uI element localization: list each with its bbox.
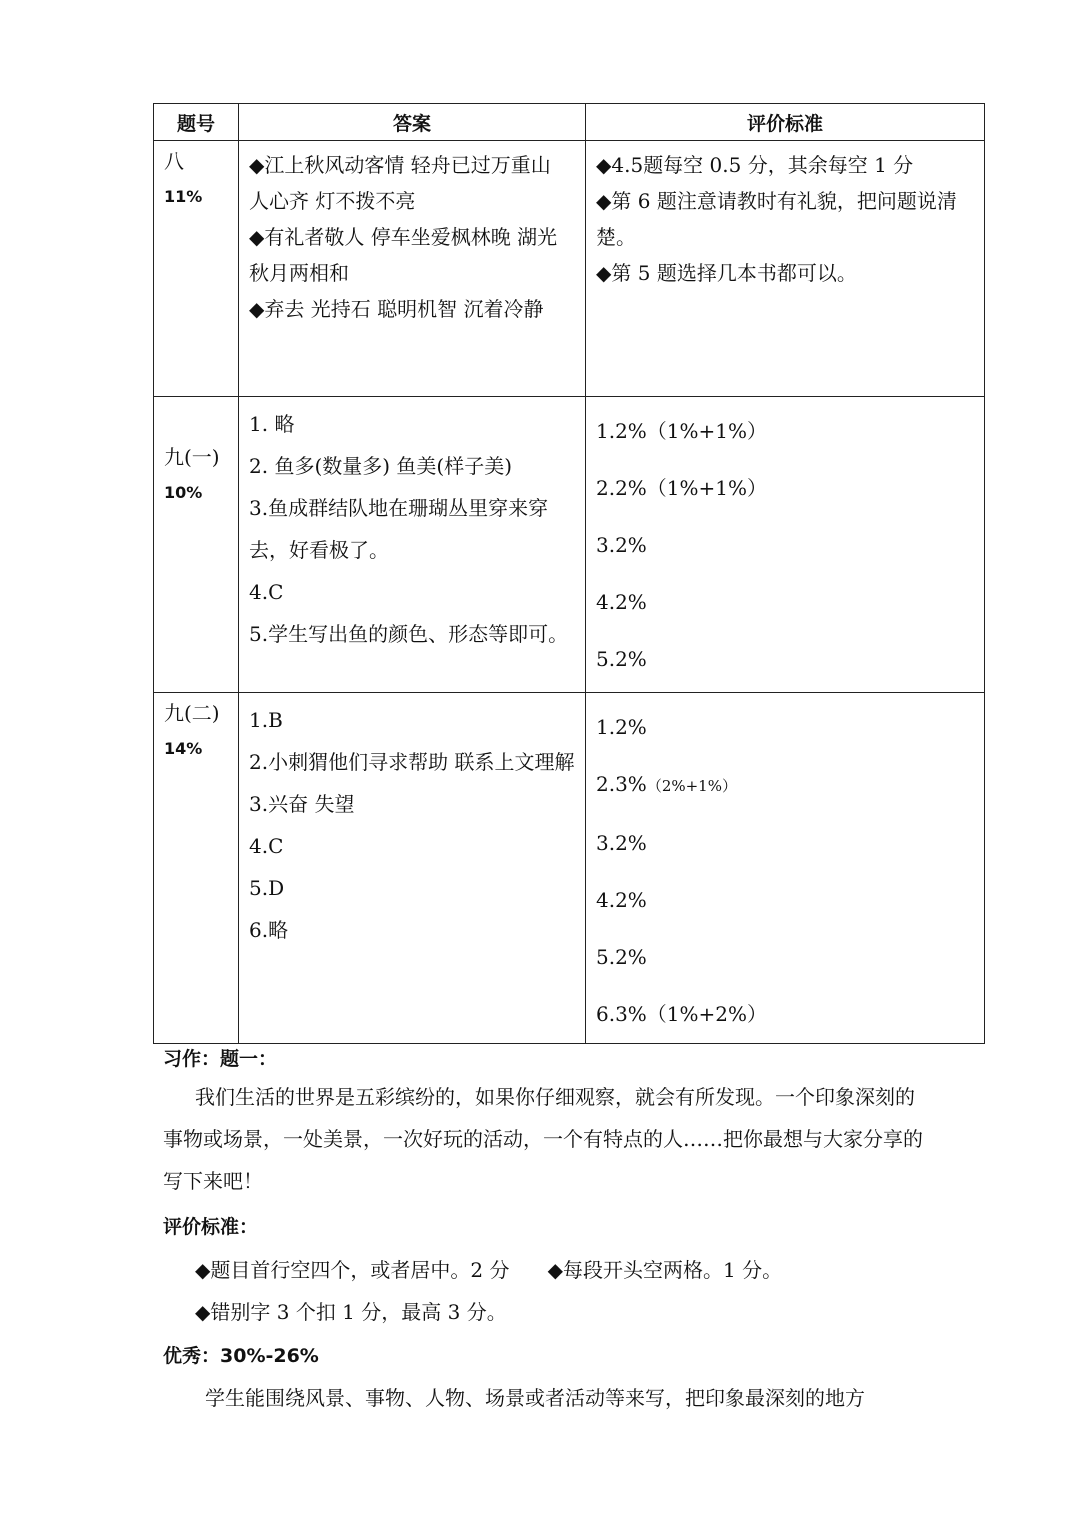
answer-line: 2. 鱼多(数量多) 鱼美(样子美) [249, 454, 513, 478]
criteria-note: （2%+1%） [646, 777, 737, 795]
answer-line: 4.C [249, 580, 284, 604]
question-weight: 10% [164, 483, 203, 502]
criteria-line: 4.2% [596, 888, 647, 912]
criteria-line-1: ◆题目首行空四个，或者居中。2 分 ◆每段开头空两格。1 分。 [195, 1258, 783, 1282]
answer-line: 4.C [249, 834, 284, 858]
criteria-line: 4.2% [596, 590, 647, 614]
question-number: 九(二) [164, 701, 220, 725]
answer-line: 3.鱼成群结队地在珊瑚丛里穿来穿去，好看极了。 [249, 496, 549, 562]
table-header-row [154, 104, 985, 141]
criteria-line-2: ◆错别字 3 个扣 1 分，最高 3 分。 [195, 1300, 507, 1324]
table-row [154, 141, 985, 397]
criteria-line: 6.3%（1%+2%） [596, 1002, 768, 1026]
criteria-line: 2.3% [596, 772, 647, 796]
question-weight: 14% [164, 739, 203, 758]
criteria-heading: 评价标准： [163, 1216, 259, 1238]
question-weight: 11% [164, 187, 203, 206]
header-answer: 答案 [239, 104, 586, 141]
criteria-line: 1.2% [596, 715, 647, 739]
criteria-line: 5.2% [596, 945, 647, 969]
question-number: 八 [164, 149, 184, 173]
criteria-line: ◆第 5 题选择几本书都可以。 [596, 261, 857, 285]
answer-line: 2.小刺猬他们寻求帮助 联系上文理解 [249, 750, 575, 774]
answer-line: 1.B [249, 708, 283, 732]
criteria-line: 3.2% [596, 533, 647, 557]
writing-prompt: 我们生活的世界是五彩缤纷的，如果你仔细观察，就会有所发现。一个印象深刻的事物或场景，一处美景，一次好玩的活动，一个有特点的人……把你最想与大家分享的写下来吧！ [163, 1085, 923, 1193]
header-criteria: 评价标准 [586, 104, 985, 141]
answer-line: 3.兴奋 失望 [249, 792, 355, 816]
answer-line: 6.略 [249, 918, 289, 942]
criteria-line: 5.2% [596, 647, 647, 671]
answer-line: 1. 略 [249, 412, 295, 436]
answer-line: 5.学生写出鱼的颜色、形态等即可。 [249, 622, 569, 646]
answer-line: ◆江上秋风动客情 轻舟已过万重山 人心齐 灯不拨不亮 [249, 153, 551, 213]
criteria-line: ◆4.5题每空 0.5 分，其余每空 1 分 [596, 153, 914, 177]
criteria-line: 3.2% [596, 831, 647, 855]
writing-heading: 习作：题一： [163, 1048, 278, 1070]
header-question-number: 题号 [154, 104, 239, 141]
criteria-line: 2.2%（1%+1%） [596, 476, 768, 500]
answer-line: 5.D [249, 876, 285, 900]
criteria-line: ◆第 6 题注意请教时有礼貌，把问题说清楚。 [596, 189, 957, 249]
criteria-line: 1.2%（1%+1%） [596, 419, 768, 443]
answer-line: ◆弃去 光持石 聪明机智 沉着冷静 [249, 297, 544, 321]
question-number: 九(一) [164, 445, 220, 469]
table-row [154, 693, 985, 1044]
answer-line: ◆有礼者敬人 停车坐爱枫林晚 湖光秋月两相和 [249, 225, 558, 285]
excellent-heading: 优秀：30%-26% [163, 1345, 319, 1367]
table-row [154, 397, 985, 693]
excellent-text: 学生能围绕风景、事物、人物、场景或者活动等来写，把印象最深刻的地方 [205, 1386, 865, 1410]
grading-table [153, 103, 985, 1044]
